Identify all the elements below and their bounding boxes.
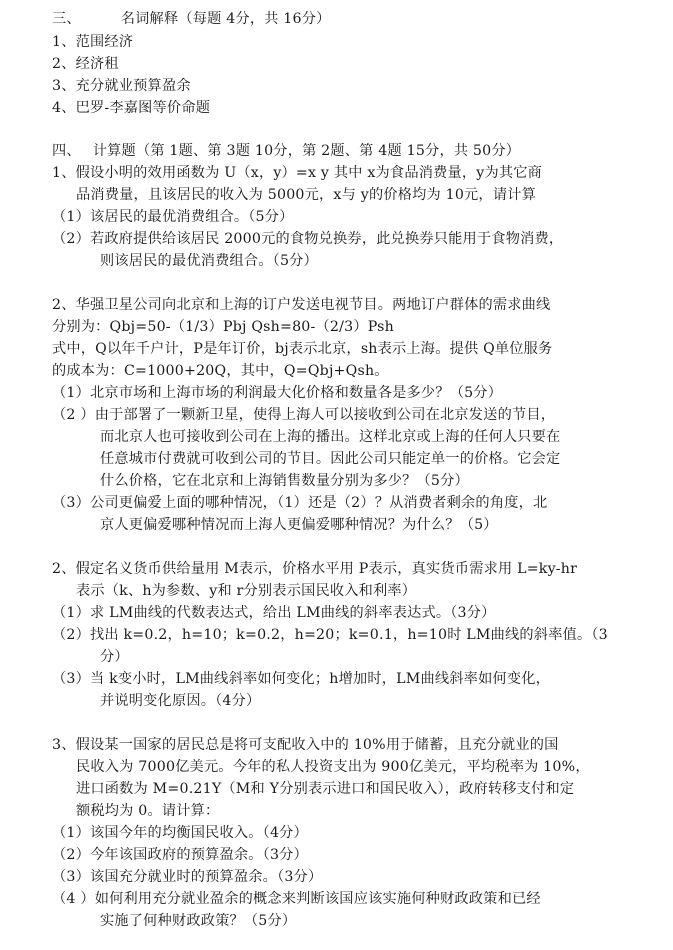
q3-line2: 表示（k、h为参数、y和 r分别表示国民收入和利率） bbox=[76, 583, 417, 599]
section3-title: 名词解释（每题 4分，共 16分） bbox=[120, 11, 331, 27]
q4-sub1: （1）该国今年的均衡国民收入。（4分） bbox=[52, 825, 308, 841]
q1-sub1: （1）该居民的最优消费组合。（5分） bbox=[52, 209, 294, 225]
section3-header bbox=[52, 9, 331, 30]
q2-line2: 分别为：Qbj=50-（1/3）Pbj Qsh=80-（2/3）Psh bbox=[52, 319, 394, 335]
q3-sub2-line1: （2）找出 k=0.2，h=10；k=0.2，h=20；k=0.1，h=10时 LM曲线的斜率值。（3 bbox=[52, 627, 608, 643]
term-1: 1、范围经济 bbox=[52, 34, 134, 50]
q3-sub3-line2: 并说明变化原因。（4分） bbox=[100, 693, 261, 709]
term-4: 4、巴罗-李嘉图等价命题 bbox=[52, 100, 211, 116]
section3-heading: 三、 bbox=[52, 11, 81, 27]
q2-sub2-line1: （2 ）由于部署了一颗新卫星，使得上海人可以接收到公司在北京发送的节目， bbox=[52, 407, 556, 423]
q2-sub3-line2: 京人更偏爱哪种情况而上海人更偏爱哪种情况？为什么？（5） bbox=[100, 517, 498, 533]
q3-sub3-line1: （3）当 k变小时，LM曲线斜率如何变化；h增加时，LM曲线斜率如何变化， bbox=[52, 671, 551, 687]
q2-sub2-line2: 而北京人也可接收到公司在上海的播出。这样北京或上海的任何人只要在 bbox=[100, 429, 561, 445]
q1-sub2-line2: 则该居民的最优消费组合。（5分） bbox=[100, 253, 318, 269]
q4-line4: 额税均为 0。请计算： bbox=[76, 803, 220, 819]
q2-sub2-line4: 什么价格，它在北京和上海销售数量分别为多少？（5分） bbox=[100, 473, 469, 489]
section4-heading: 四、 bbox=[52, 143, 81, 159]
q4-line2: 民收入为 7000亿美元。今年的私人投资支出为 900亿美元，平均税率为 10%， bbox=[76, 759, 590, 775]
term-2: 2、经济租 bbox=[52, 56, 119, 72]
q4-sub2: （2）今年该国政府的预算盈余。（3分） bbox=[52, 847, 308, 863]
q1-line1: 1、假设小明的效用函数为 U（x，y）=x y 其中 x为食品消费量，y为其它商 bbox=[52, 165, 543, 181]
q3-sub2-line2: 分） bbox=[100, 649, 129, 665]
q4-line1: 3、假设某一国家的居民总是将可支配收入中的 10%用于储蓄，且充分就业的国 bbox=[52, 737, 559, 753]
q3-sub1: （1）求 LM曲线的代数表达式，给出 LM曲线的斜率表达式。（3分） bbox=[52, 605, 496, 621]
section4-header bbox=[52, 141, 520, 162]
q2-line3: 式中，Q以年千户计，P是年订价，bj表示北京，sh表示上海。提供 Q单位服务 bbox=[52, 341, 553, 357]
q4-sub3: （3）该国充分就业时的预算盈余。（3分） bbox=[52, 869, 323, 885]
q2-line1: 2、华强卫星公司向北京和上海的订户发送电视节目。两地订户群体的需求曲线 bbox=[52, 297, 551, 313]
q2-sub1: （1）北京市场和上海市场的利润最大化价格和数量各是多少？（5分） bbox=[52, 385, 503, 401]
q3-line1: 2、假定名义货币供给量用 M表示，价格水平用 P表示，真实货币需求用 L=ky-hr bbox=[52, 561, 578, 577]
section4-title: 计算题（第 1题、第 3题 10分，第 2题、第 4题 15分，共 50分） bbox=[92, 143, 521, 159]
q1-sub2-line1: （2）若政府提供给该居民 2000元的食物兑换券，此兑换券只能用于食物消费， bbox=[52, 231, 564, 247]
term-3: 3、充分就业预算盈余 bbox=[52, 78, 191, 94]
q2-line4: 的成本为：C=1000+20Q，其中，Q=Qbj+Qsh。 bbox=[52, 363, 389, 379]
q2-sub3-line1: （3）公司更偏爱上面的哪种情况，（1）还是（2）？从消费者剩余的角度，北 bbox=[52, 495, 548, 511]
q4-line3: 进口函数为 M=0.21Y（M和 Y分别表示进口和国民收入），政府转移支付和定 bbox=[76, 781, 575, 797]
q1-line2: 品消费量，且该居民的收入为 5000元，x与 y的价格均为 10元，请计算 bbox=[76, 187, 536, 203]
q2-sub2-line3: 任意城市付费就可收到公司的节目。因此公司只能定单一的价格。它会定 bbox=[100, 451, 561, 467]
q4-sub4-line1: （4 ）如何利用充分就业盈余的概念来判断该国应该实施何种财政政策和已经 bbox=[52, 891, 541, 907]
q4-sub4-line2: 实施了何种财政政策？（5分） bbox=[100, 913, 297, 929]
